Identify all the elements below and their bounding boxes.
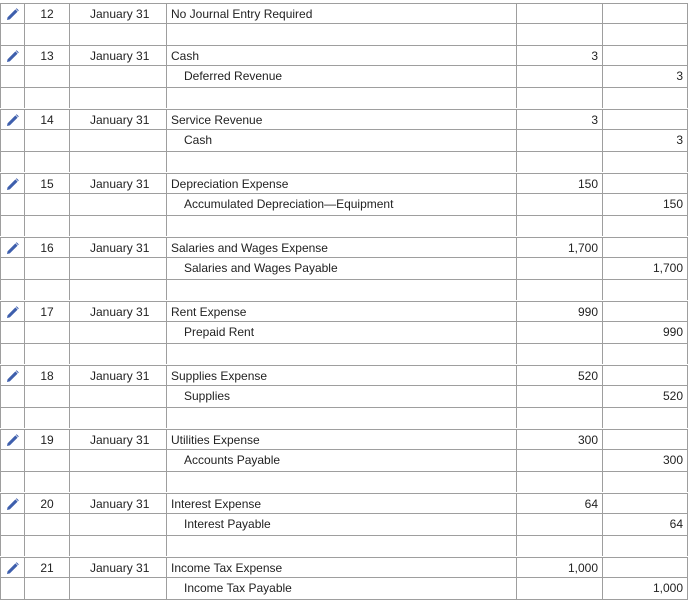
journal-line-row xyxy=(0,258,694,279)
credit-amount xyxy=(602,365,688,386)
debit-amount: 3 xyxy=(516,109,602,130)
entry-number xyxy=(24,87,69,108)
entry-date xyxy=(69,407,166,428)
debit-amount xyxy=(516,66,602,88)
entry-date xyxy=(69,87,166,108)
entry-date xyxy=(69,322,166,344)
entry-number: 20 xyxy=(24,493,69,514)
entry-number xyxy=(24,194,69,216)
journal-line-row xyxy=(0,301,694,322)
spacer-row xyxy=(0,471,694,492)
spacer-row xyxy=(0,343,694,364)
account-title: Salaries and Wages Payable xyxy=(166,258,516,280)
debit-amount xyxy=(516,24,602,45)
account-title: Interest Expense xyxy=(166,493,516,514)
credit-amount: 64 xyxy=(602,514,688,536)
account-title xyxy=(166,24,516,45)
edit-pencil-icon[interactable] xyxy=(6,242,19,255)
edit-cell xyxy=(0,109,24,130)
entry-date: January 31 xyxy=(69,109,166,130)
journal-line-row xyxy=(0,365,694,386)
edit-cell xyxy=(0,194,24,216)
entry-date: January 31 xyxy=(69,557,166,578)
journal-line-row xyxy=(0,237,694,258)
entry-number: 17 xyxy=(24,301,69,322)
credit-amount xyxy=(602,557,688,578)
journal-line-row xyxy=(0,578,694,599)
entry-date xyxy=(69,386,166,408)
debit-amount xyxy=(516,258,602,280)
credit-amount xyxy=(602,301,688,322)
entry-number xyxy=(24,343,69,364)
entry-number: 21 xyxy=(24,557,69,578)
account-title xyxy=(166,535,516,556)
edit-cell xyxy=(0,215,24,236)
account-title xyxy=(166,151,516,172)
account-title: Supplies xyxy=(166,386,516,408)
account-title: Cash xyxy=(166,130,516,152)
edit-cell xyxy=(0,450,24,472)
account-title xyxy=(166,279,516,300)
journal-line-row xyxy=(0,386,694,407)
entry-date xyxy=(69,450,166,472)
debit-amount xyxy=(516,578,602,600)
entry-date xyxy=(69,258,166,280)
edit-cell xyxy=(0,279,24,300)
debit-amount xyxy=(516,514,602,536)
credit-amount xyxy=(602,24,688,45)
journal-line-row xyxy=(0,173,694,194)
entry-number: 16 xyxy=(24,237,69,258)
account-title: Salaries and Wages Expense xyxy=(166,237,516,258)
entry-date xyxy=(69,514,166,536)
edit-cell xyxy=(0,429,24,450)
spacer-row xyxy=(0,215,694,236)
entry-date xyxy=(69,471,166,492)
journal-line-row xyxy=(0,3,694,24)
credit-amount xyxy=(602,45,688,66)
debit-amount xyxy=(516,151,602,172)
debit-amount: 64 xyxy=(516,493,602,514)
entry-date: January 31 xyxy=(69,493,166,514)
entry-number: 13 xyxy=(24,45,69,66)
account-title xyxy=(166,343,516,364)
spacer-row xyxy=(0,151,694,172)
entry-number xyxy=(24,471,69,492)
account-title xyxy=(166,407,516,428)
account-title: Rent Expense xyxy=(166,301,516,322)
edit-cell xyxy=(0,535,24,556)
credit-amount xyxy=(602,237,688,258)
journal-line-row xyxy=(0,429,694,450)
entry-number: 14 xyxy=(24,109,69,130)
journal-line-row xyxy=(0,514,694,535)
edit-cell xyxy=(0,365,24,386)
debit-amount xyxy=(516,343,602,364)
credit-amount xyxy=(602,429,688,450)
edit-cell xyxy=(0,45,24,66)
edit-pencil-icon[interactable] xyxy=(6,114,19,127)
spacer-row xyxy=(0,24,694,45)
credit-amount: 150 xyxy=(602,194,688,216)
spacer-row xyxy=(0,279,694,300)
account-title: Accumulated Depreciation—Equipment xyxy=(166,194,516,216)
entry-date: January 31 xyxy=(69,429,166,450)
account-title: Deferred Revenue xyxy=(166,66,516,88)
entry-number xyxy=(24,258,69,280)
entry-date xyxy=(69,24,166,45)
edit-cell xyxy=(0,301,24,322)
journal-line-row xyxy=(0,557,694,578)
edit-pencil-icon[interactable] xyxy=(6,50,19,63)
credit-amount: 3 xyxy=(602,130,688,152)
account-title: Cash xyxy=(166,45,516,66)
edit-cell xyxy=(0,24,24,45)
edit-pencil-icon[interactable] xyxy=(6,178,19,191)
entry-number xyxy=(24,450,69,472)
edit-cell xyxy=(0,322,24,344)
entry-date xyxy=(69,151,166,172)
credit-amount: 990 xyxy=(602,322,688,344)
debit-amount xyxy=(516,386,602,408)
entry-date: January 31 xyxy=(69,301,166,322)
entry-date: January 31 xyxy=(69,45,166,66)
account-title: Prepaid Rent xyxy=(166,322,516,344)
journal-line-row xyxy=(0,322,694,343)
edit-pencil-icon[interactable] xyxy=(6,498,19,511)
credit-amount xyxy=(602,535,688,556)
entry-date xyxy=(69,130,166,152)
entry-number xyxy=(24,66,69,88)
edit-pencil-icon[interactable] xyxy=(6,562,19,575)
debit-amount xyxy=(516,471,602,492)
edit-cell xyxy=(0,173,24,194)
credit-amount: 1,000 xyxy=(602,578,688,600)
entry-date xyxy=(69,194,166,216)
entry-number: 18 xyxy=(24,365,69,386)
edit-pencil-icon[interactable] xyxy=(6,8,19,21)
debit-amount xyxy=(516,194,602,216)
edit-cell xyxy=(0,493,24,514)
credit-amount xyxy=(602,87,688,108)
edit-cell xyxy=(0,578,24,600)
entry-date xyxy=(69,343,166,364)
account-title xyxy=(166,87,516,108)
edit-cell xyxy=(0,386,24,408)
journal-line-row xyxy=(0,130,694,151)
entry-number xyxy=(24,130,69,152)
journal-line-row xyxy=(0,493,694,514)
debit-amount xyxy=(516,322,602,344)
entry-date: January 31 xyxy=(69,365,166,386)
journal-line-row xyxy=(0,194,694,215)
edit-cell xyxy=(0,237,24,258)
entry-number: 19 xyxy=(24,429,69,450)
credit-amount xyxy=(602,343,688,364)
edit-cell xyxy=(0,258,24,280)
credit-amount xyxy=(602,407,688,428)
account-title: No Journal Entry Required xyxy=(166,3,516,24)
edit-cell xyxy=(0,343,24,364)
edit-pencil-icon[interactable] xyxy=(6,370,19,383)
credit-amount xyxy=(602,3,688,24)
edit-cell xyxy=(0,87,24,108)
account-title xyxy=(166,215,516,236)
entry-number xyxy=(24,215,69,236)
debit-amount: 300 xyxy=(516,429,602,450)
entry-date: January 31 xyxy=(69,3,166,24)
credit-amount xyxy=(602,215,688,236)
account-title: Income Tax Payable xyxy=(166,578,516,600)
credit-amount: 3 xyxy=(602,66,688,88)
entry-number xyxy=(24,279,69,300)
debit-amount: 1,000 xyxy=(516,557,602,578)
edit-cell xyxy=(0,407,24,428)
debit-amount xyxy=(516,3,602,24)
edit-cell xyxy=(0,151,24,172)
journal-line-row xyxy=(0,109,694,130)
debit-amount xyxy=(516,215,602,236)
journal-line-row xyxy=(0,450,694,471)
account-title: Interest Payable xyxy=(166,514,516,536)
credit-amount: 520 xyxy=(602,386,688,408)
debit-amount: 990 xyxy=(516,301,602,322)
debit-amount: 150 xyxy=(516,173,602,194)
journal-line-row xyxy=(0,45,694,66)
debit-amount xyxy=(516,450,602,472)
spacer-row xyxy=(0,87,694,108)
credit-amount xyxy=(602,151,688,172)
debit-amount xyxy=(516,535,602,556)
entry-date: January 31 xyxy=(69,237,166,258)
entry-date xyxy=(69,66,166,88)
entry-number: 12 xyxy=(24,3,69,24)
entry-date xyxy=(69,279,166,300)
spacer-row xyxy=(0,535,694,556)
entry-number xyxy=(24,386,69,408)
edit-cell xyxy=(0,514,24,536)
edit-cell xyxy=(0,3,24,24)
edit-pencil-icon[interactable] xyxy=(6,434,19,447)
entry-number xyxy=(24,514,69,536)
entry-number xyxy=(24,151,69,172)
credit-amount: 300 xyxy=(602,450,688,472)
debit-amount xyxy=(516,279,602,300)
entry-date xyxy=(69,215,166,236)
entry-date xyxy=(69,535,166,556)
entry-date xyxy=(69,578,166,600)
debit-amount xyxy=(516,130,602,152)
entry-date: January 31 xyxy=(69,173,166,194)
entry-number xyxy=(24,322,69,344)
entry-number xyxy=(24,407,69,428)
credit-amount xyxy=(602,109,688,130)
credit-amount: 1,700 xyxy=(602,258,688,280)
account-title: Service Revenue xyxy=(166,109,516,130)
edit-cell xyxy=(0,66,24,88)
edit-cell xyxy=(0,471,24,492)
credit-amount xyxy=(602,471,688,492)
entry-number xyxy=(24,24,69,45)
entry-number xyxy=(24,535,69,556)
account-title: Supplies Expense xyxy=(166,365,516,386)
edit-pencil-icon[interactable] xyxy=(6,306,19,319)
credit-amount xyxy=(602,173,688,194)
credit-amount xyxy=(602,493,688,514)
account-title xyxy=(166,471,516,492)
spacer-row xyxy=(0,407,694,428)
account-title: Utilities Expense xyxy=(166,429,516,450)
entry-number xyxy=(24,578,69,600)
account-title: Depreciation Expense xyxy=(166,173,516,194)
account-title: Income Tax Expense xyxy=(166,557,516,578)
debit-amount xyxy=(516,87,602,108)
entry-number: 15 xyxy=(24,173,69,194)
debit-amount: 3 xyxy=(516,45,602,66)
edit-cell xyxy=(0,557,24,578)
debit-amount: 520 xyxy=(516,365,602,386)
credit-amount xyxy=(602,279,688,300)
account-title: Accounts Payable xyxy=(166,450,516,472)
journal-line-row xyxy=(0,66,694,87)
debit-amount: 1,700 xyxy=(516,237,602,258)
debit-amount xyxy=(516,407,602,428)
edit-cell xyxy=(0,130,24,152)
